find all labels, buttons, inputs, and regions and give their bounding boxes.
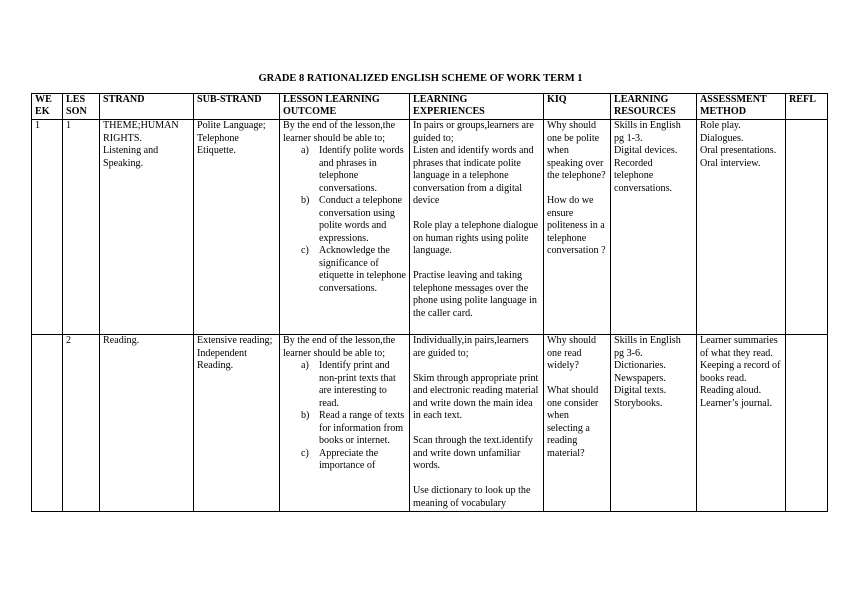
outcome-item [301,360,406,410]
kiq-cell [544,120,611,335]
page-title: GRADE 8 RATIONALIZED ENGLISH SCHEME OF WORK TERM 1 [258,73,583,84]
resource-line: Dictionaries. [614,360,666,371]
sub-strand-line: Polite Language; [197,120,266,131]
table-row [32,335,828,512]
outcome-cell [280,335,410,512]
strand-line: Reading. [103,335,140,346]
kiq-question: How do we ensure politeness in a telephone conversation ? [547,195,606,256]
experience-line: Listen and identify words and phrases that indicate polite language in a telephone conversation from a digital device [413,145,534,206]
header-week: WE EK [32,94,63,120]
assessment-cell [697,335,786,512]
outcome-item [301,145,406,195]
outcome-marker: b) [301,195,310,206]
sub-strand-line: Independent Reading. [197,347,247,371]
kiq-question: Why should one read widely? [547,335,597,371]
scheme-of-work-table [31,93,828,512]
kiq-question: Why should one be polite when speaking over the telephone? [547,120,606,181]
outcome-list [283,360,406,473]
outcome-text: Appreciate the importance of [319,447,379,471]
assessment-line: Oral presentations. [700,145,777,156]
outcome-marker: a) [301,360,309,371]
header-kiq: KIQ [544,94,611,120]
experience-line: Role play a telephone dialogue on human rights using polite language. [413,220,539,256]
experience-line: Use dictionary to look up the meaning of vocabulary [413,485,531,509]
outcome-item [301,448,406,473]
reflection-cell [786,120,828,335]
outcome-text: Conduct a telephone conversation using polite words and expressions. [319,195,402,244]
resources-cell [611,120,697,335]
strand-cell [100,335,194,512]
resource-line: Digital devices. [614,145,678,156]
resources-cell [611,335,697,512]
lesson-cell: 2 [63,335,100,512]
assessment-line: Dialogues. [700,132,744,144]
reflection-cell [786,335,828,512]
header-reflection: REFL [786,94,828,120]
outcome-marker: c) [301,447,309,459]
resource-line: Skills in English pg 3-6. [614,335,681,359]
header-lesson: LES SON [63,94,100,120]
kiq-question: What should one consider when selecting a reading material? [547,385,599,459]
resource-line: Recorded telephone conversations. [614,157,673,194]
outcome-text: Identify print and non-print texts that are interesting to read. [319,360,396,409]
outcome-cell [280,120,410,335]
outcome-intro: By the end of the lesson,the learner should be able to; [283,120,396,144]
experience-line: In pairs or groups,learners are guided to; [413,120,534,144]
week-cell: 1 [32,120,63,335]
outcome-marker: b) [301,410,310,421]
outcome-item [301,245,406,295]
outcome-list [283,145,406,295]
resource-line: Newspapers. [614,372,666,384]
header-resources: LEARNING RESOURCES [611,94,697,120]
experiences-cell [410,120,544,335]
kiq-cell [544,335,611,512]
assessment-line: Reading aloud. [700,385,762,396]
header-experiences: LEARNING EXPERIENCES [410,94,544,120]
resource-line: Digital texts. [614,385,667,396]
strand-cell [100,120,194,335]
header-row [32,94,828,120]
assessment-line: Role play. [700,120,741,131]
strand-line: THEME;HUMAN RIGHTS. [103,120,179,144]
sub-strand-cell [194,335,280,512]
strand-line: Listening and Speaking. [103,145,159,169]
header-outcome: LESSON LEARNING OUTCOME [280,94,410,120]
header-assessment: ASSESSMENT METHOD [697,94,786,120]
outcome-marker: c) [301,245,309,256]
assessment-line: Learner’s journal. [700,397,773,409]
resource-line: Skills in English pg 1-3. [614,120,681,144]
week-cell [32,335,63,512]
outcome-text: Acknowledge the significance of etiquette in telephone conversations. [319,245,406,294]
experience-line: Scan through the text.identify and write down unfamiliar words. [413,435,533,471]
experience-line: Skim through appropriate print and electronic reading material and write down the main idea in each text. [413,372,539,421]
assessment-line: Keeping a record of books read. [700,360,781,384]
experience-line: Individually,in pairs,learners are guided to; [413,335,529,359]
sub-strand-line: Telephone Etiquette. [197,132,239,156]
resource-line: Storybooks. [614,397,663,409]
sub-strand-line: Extensive reading; [197,335,273,346]
lesson-cell: 1 [63,120,100,335]
sub-strand-cell [194,120,280,335]
assessment-cell [697,120,786,335]
outcome-intro: By the end of the lesson,the learner should be able to; [283,335,396,359]
assessment-line: Learner summaries of what they read. [700,335,778,359]
experience-line: Practise leaving and taking telephone messages over the phone using polite language in the caller card. [413,270,537,319]
outcome-text: Identify polite words and phrases in telephone conversations. [319,145,404,194]
header-sub-strand: SUB-STRAND [194,94,280,120]
assessment-line: Oral interview. [700,157,761,169]
header-strand: STRAND [100,94,194,120]
experiences-cell [410,335,544,512]
table-row [32,120,828,335]
outcome-item [301,410,406,448]
outcome-item [301,195,406,245]
outcome-marker: a) [301,145,309,156]
outcome-text: Read a range of texts for information from books or internet. [319,410,405,446]
